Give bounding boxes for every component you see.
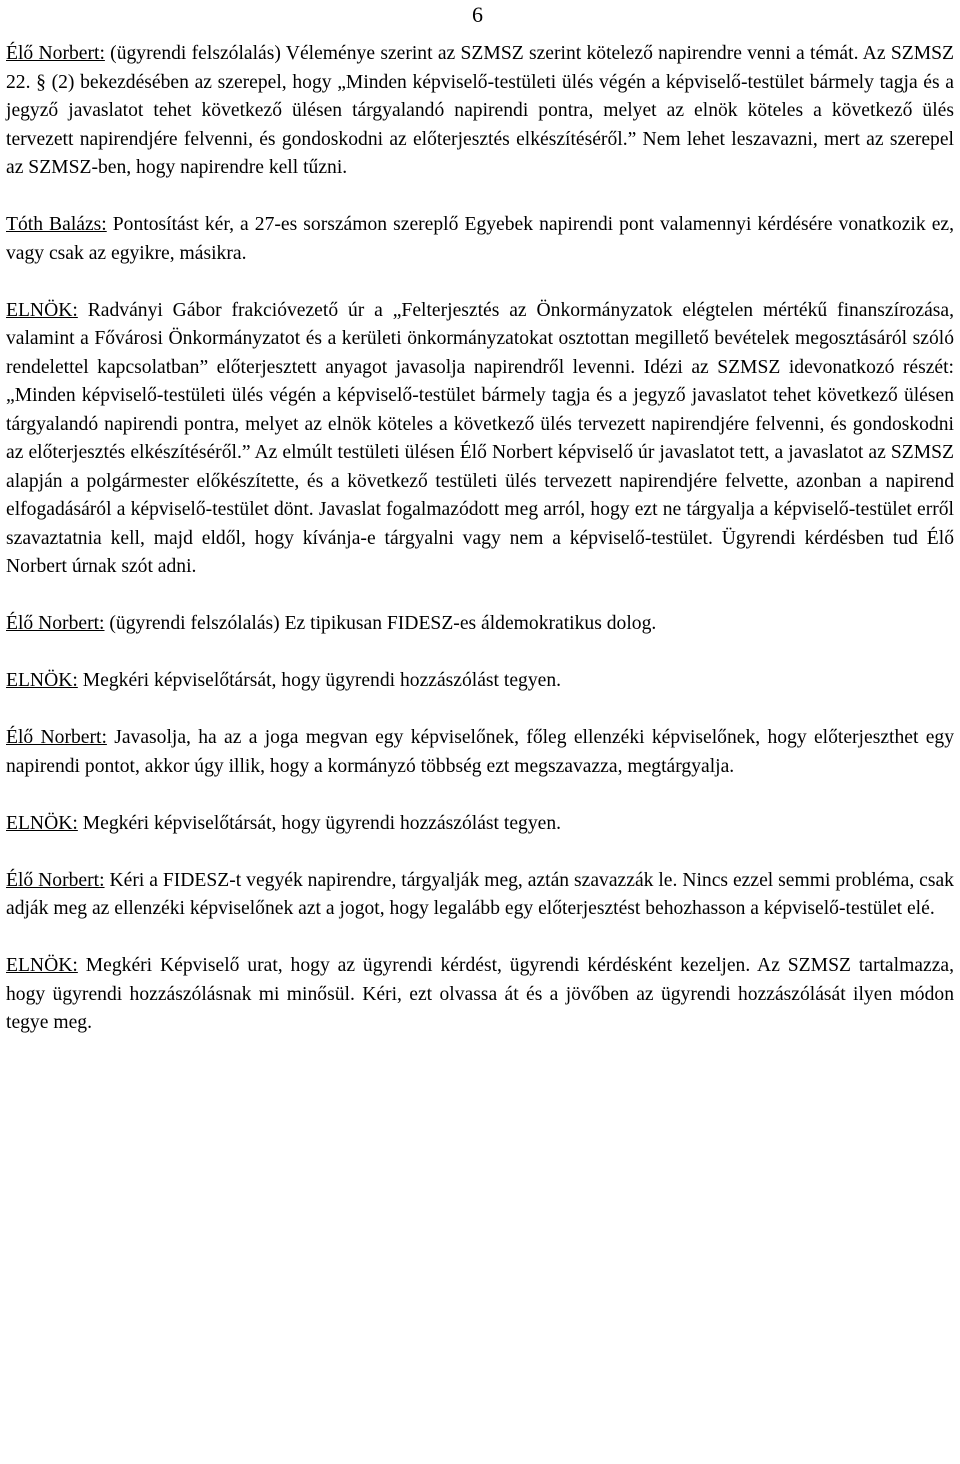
paragraph-text: Javasolja, ha az a joga megvan egy képviselőnek, főleg ellenzéki képviselőnek, hogy előterjeszthet egy napirendi pontot, akkor úgy illik, hogy a kormányzó többség ezt megszavazza, megtárgyalja. — [6, 727, 954, 777]
paragraph-text: Kéri a FIDESZ-t vegyék napirendre, tárgyalják meg, aztán szavazzák le. Nincs ezzel semmi probléma, csak adják meg az ellenzéki képviselőnek azt a jogot, hogy legalább egy előterjesztést behozhasson a képviselő-testület elé. — [6, 869, 954, 919]
speaker-name: Élő Norbert: — [6, 869, 105, 891]
paragraph-text: Megkéri képviselőtársát, hogy ügyrendi hozzászólást tegyen. — [77, 812, 562, 834]
paragraph-text: Radványi Gábor frakcióvezető úr a „Felterjesztés az Önkormányzatok elégtelen mértékű finanszírozása, valamint a Fővárosi Önkormányzatot és a kerületi önkormányzatokat osztottan megillető bevételek megosztásáról szóló rendelettel kapcsolatban” előterjesztett anyagot javasolja napirendről levenni. Idézi az SZMSZ idevonatkozó részét: „Minden képviselő-testületi ülés végén a képviselő-testület bármely tagja és a jegyző javaslatot tehet következő ülésen tárgyalandó napirendi pontra, melyet az elnök köteles a következő ülés tervezett napirendjére felvenni, és gondoskodni az előterjesztés elkészítéséről.” Az elmúlt testületi ülésen Élő Norbert képviselő úr javaslatot tett, a javaslatot az SZMSZ alapján a polgármester előkészítette, és a következő testületi ülés tervezett napirendjére felvette, azonban a napirend elfogadásáról a képviselő-testület dönt. Javaslat fogalmazódott meg arról, hogy ezt ne tárgyalja a képviselő-testület erről szavaztatnia kell, majd eldől, hogy kívánja-e tárgyalni vagy nem a képviselő-testület. Ügyrendi kérdésben tud Élő Norbert úrnak szót adni. — [6, 299, 954, 577]
speaker-name: ELNÖK: — [6, 812, 78, 834]
document-body — [6, 40, 954, 1038]
paragraph-text: Megkéri képviselőtársát, hogy ügyrendi hozzászólást tegyen. — [77, 670, 562, 691]
paragraph-text: (ügyrendi felszólalás) Véleménye szerint az SZMSZ szerint kötelező napirendre venni a témát. Az SZMSZ 22. § (2) bekezdésében az szerepel, hogy „Minden képviselő-testületi ülés végén a képviselő-testület bármely tagja és a jegyző javaslatot tehet következő ülésen tárgyalandó napirendi pontra, melyet az elnök köteles a következő ülés tervezett napirendjére felvenni, és gondoskodni az előterjesztés elkészítéséről.” Nem lehet leszavazni, mert az szerepel az SZMSZ-ben, hogy napirendre kell tűzni. — [6, 43, 954, 178]
paragraph-elo-norbert-1 — [6, 40, 954, 183]
paragraph-text: (ügyrendi felszólalás) Ez tipikusan FIDESZ-es áldemokratikus dolog. — [104, 613, 657, 634]
paragraph-elnok-2 — [6, 667, 954, 696]
paragraph-elo-norbert-4 — [6, 867, 954, 924]
paragraph-elnok-3 — [6, 810, 954, 839]
speaker-name: Tóth Balázs: — [6, 214, 107, 235]
speaker-name: Élő Norbert: — [6, 613, 105, 634]
speaker-name: Élő Norbert: — [6, 727, 107, 748]
paragraph-elo-norbert-2 — [6, 610, 954, 639]
paragraph-toth-balazs — [6, 211, 954, 268]
paragraph-text: Pontosítást kér, a 27-es sorszámon szereplő Egyebek napirendi pont valamennyi kérdésére vonatkozik ez, vagy csak az egyikre, másikra. — [6, 214, 954, 264]
paragraph-elnok-4 — [6, 952, 954, 1038]
paragraph-elnok-1 — [6, 297, 954, 582]
paragraph-text: Megkéri Képviselő urat, hogy az ügyrendi kérdést, ügyrendi kérdésként kezeljen. Az SZMSZ tartalmazza, hogy ügyrendi hozzászólásnak mi minősül. Kéri, ezt olvassa át és a jövőben az ügyrendi hozzászólását ilyen módon tegye meg. — [6, 955, 954, 1033]
speaker-name: ELNÖK: — [6, 670, 78, 691]
page-number: 6 — [472, 2, 483, 27]
paragraph-elo-norbert-3 — [6, 724, 954, 781]
speaker-name: Élő Norbert: — [6, 43, 105, 64]
speaker-name: ELNÖK: — [6, 955, 78, 976]
speaker-name: ELNÖK: — [6, 299, 78, 321]
